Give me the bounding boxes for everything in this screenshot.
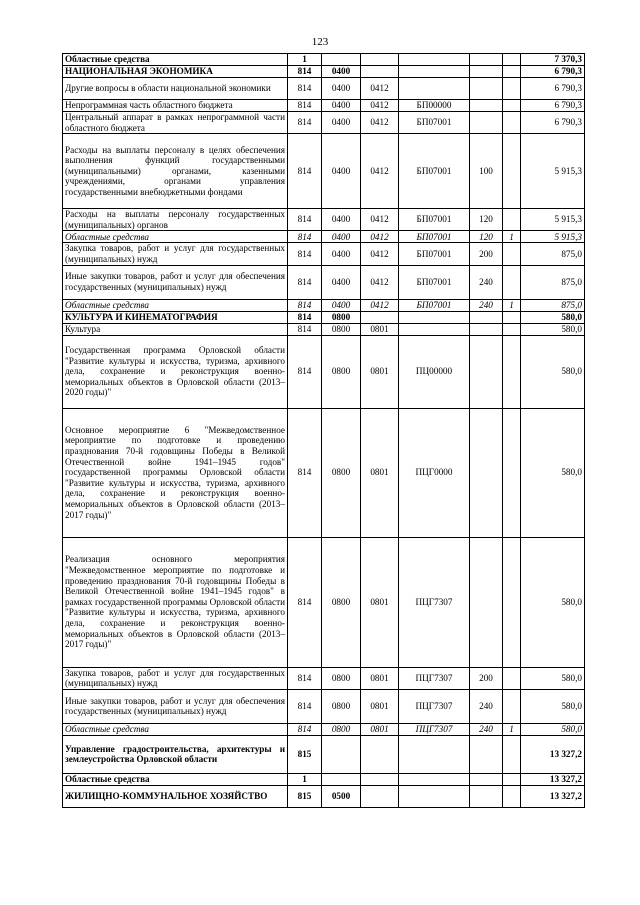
- row-amount: 5 915,3: [521, 209, 585, 231]
- row-amount: 580,0: [521, 323, 585, 335]
- row-target-item: БП07001: [399, 243, 470, 265]
- row-code: 814: [288, 265, 322, 299]
- row-expense-type: [470, 112, 503, 134]
- row-section: 0800: [322, 311, 361, 323]
- row-section: 0400: [322, 100, 361, 112]
- row-target-item: БП07001: [399, 231, 470, 243]
- row-section: 0800: [322, 323, 361, 335]
- row-target-item: [399, 773, 470, 785]
- row-name: НАЦИОНАЛЬНАЯ ЭКОНОМИКА: [63, 66, 288, 78]
- table-row: [63, 723, 585, 735]
- row-expense-type: [470, 311, 503, 323]
- row-subsection: [361, 66, 399, 78]
- row-source: [503, 134, 521, 209]
- row-expense-type: [470, 408, 503, 537]
- table-row: [63, 243, 585, 265]
- table-row: [63, 323, 585, 335]
- row-expense-type: 120: [470, 209, 503, 231]
- row-expense-type: [470, 78, 503, 100]
- row-amount: 5 915,3: [521, 231, 585, 243]
- row-target-item: БП07001: [399, 134, 470, 209]
- table-row: [63, 134, 585, 209]
- row-source: 1: [503, 723, 521, 735]
- row-name: Областные средства: [63, 231, 288, 243]
- row-target-item: БП07001: [399, 209, 470, 231]
- row-section: 0400: [322, 78, 361, 100]
- row-name: КУЛЬТУРА И КИНЕМАТОГРАФИЯ: [63, 311, 288, 323]
- row-subsection: 0412: [361, 112, 399, 134]
- row-subsection: [361, 311, 399, 323]
- table-body: [63, 54, 585, 808]
- row-source: [503, 408, 521, 537]
- row-expense-type: [470, 323, 503, 335]
- row-section: 0800: [322, 537, 361, 667]
- table-row: [63, 537, 585, 667]
- row-subsection: 0801: [361, 408, 399, 537]
- row-expense-type: [470, 773, 503, 785]
- row-name: Культура: [63, 323, 288, 335]
- row-amount: 580,0: [521, 311, 585, 323]
- row-expense-type: [470, 537, 503, 667]
- row-section: 0800: [322, 335, 361, 408]
- row-source: [503, 335, 521, 408]
- row-expense-type: 200: [470, 667, 503, 689]
- row-code: 814: [288, 537, 322, 667]
- row-subsection: [361, 773, 399, 785]
- row-subsection: 0412: [361, 209, 399, 231]
- row-code: 1: [288, 54, 322, 66]
- row-amount: 580,0: [521, 408, 585, 537]
- row-source: [503, 689, 521, 723]
- row-name: Другие вопросы в области национальной экономики: [63, 78, 288, 100]
- table-row: [63, 54, 585, 66]
- row-code: 814: [288, 667, 322, 689]
- table-row: [63, 100, 585, 112]
- row-subsection: 0412: [361, 265, 399, 299]
- row-amount: 580,0: [521, 689, 585, 723]
- row-code: 814: [288, 112, 322, 134]
- table-row: [63, 66, 585, 78]
- row-amount: 6 790,3: [521, 100, 585, 112]
- row-name: Центральный аппарат в рамках непрограммной части областного бюджета: [63, 112, 288, 134]
- row-section: 0400: [322, 243, 361, 265]
- row-subsection: 0412: [361, 100, 399, 112]
- row-code: 814: [288, 231, 322, 243]
- row-section: 0400: [322, 134, 361, 209]
- row-name: Областные средства: [63, 773, 288, 785]
- row-section: 0800: [322, 723, 361, 735]
- row-section: 0800: [322, 689, 361, 723]
- row-section: [322, 54, 361, 66]
- table-row: [63, 112, 585, 134]
- row-code: 814: [288, 408, 322, 537]
- row-name: Непрограммная часть областного бюджета: [63, 100, 288, 112]
- row-amount: 13 327,2: [521, 785, 585, 807]
- row-target-item: БП07001: [399, 299, 470, 311]
- row-target-item: [399, 54, 470, 66]
- row-target-item: ПЦ00000: [399, 335, 470, 408]
- row-code: 814: [288, 299, 322, 311]
- row-subsection: 0412: [361, 243, 399, 265]
- row-source: 1: [503, 299, 521, 311]
- row-amount: 580,0: [521, 335, 585, 408]
- row-code: 814: [288, 134, 322, 209]
- row-subsection: [361, 54, 399, 66]
- row-amount: 875,0: [521, 265, 585, 299]
- table-row: [63, 231, 585, 243]
- row-target-item: ПЦГ7307: [399, 689, 470, 723]
- row-amount: 875,0: [521, 299, 585, 311]
- row-amount: 13 327,2: [521, 773, 585, 785]
- row-name: Иные закупки товаров, работ и услуг для обеспечения государственных (муниципальных) нужд: [63, 689, 288, 723]
- row-name: Основное мероприятие 6 "Межведомственное мероприятие по подготовке и проведению празднования 70-й годовщины Победы в Великой Отечественной войне 1941–1945 годов" государственной программы Орловской области "Развитие культуры и искусства, туризма, архивного дела, сохранение и реконструкция военно-мемориальных объектов в Орловской области (2013–2017 годы)": [63, 408, 288, 537]
- row-subsection: 0412: [361, 231, 399, 243]
- row-section: 0400: [322, 265, 361, 299]
- row-target-item: [399, 311, 470, 323]
- row-amount: 5 915,3: [521, 134, 585, 209]
- row-expense-type: 240: [470, 723, 503, 735]
- row-target-item: [399, 785, 470, 807]
- table-row: [63, 335, 585, 408]
- row-expense-type: [470, 335, 503, 408]
- row-subsection: 0801: [361, 723, 399, 735]
- row-subsection: 0412: [361, 134, 399, 209]
- row-code: 814: [288, 311, 322, 323]
- row-subsection: 0801: [361, 667, 399, 689]
- row-amount: 580,0: [521, 537, 585, 667]
- row-section: 0800: [322, 408, 361, 537]
- row-amount: 7 370,3: [521, 54, 585, 66]
- row-section: 0400: [322, 231, 361, 243]
- row-source: [503, 785, 521, 807]
- row-amount: 6 790,3: [521, 112, 585, 134]
- row-source: [503, 311, 521, 323]
- table-row: [63, 689, 585, 723]
- row-expense-type: 240: [470, 299, 503, 311]
- row-code: 814: [288, 209, 322, 231]
- row-amount: 6 790,3: [521, 66, 585, 78]
- row-subsection: 0801: [361, 323, 399, 335]
- row-name: Закупка товаров, работ и услуг для государственных (муниципальных) нужд: [63, 667, 288, 689]
- row-expense-type: 240: [470, 689, 503, 723]
- row-section: 0800: [322, 667, 361, 689]
- row-target-item: БП00000: [399, 100, 470, 112]
- row-source: [503, 243, 521, 265]
- row-expense-type: 100: [470, 134, 503, 209]
- table-row: [63, 735, 585, 773]
- row-code: 814: [288, 323, 322, 335]
- row-target-item: ПЦГ7307: [399, 667, 470, 689]
- row-code: 814: [288, 689, 322, 723]
- row-subsection: [361, 785, 399, 807]
- row-target-item: [399, 66, 470, 78]
- table-row: [63, 773, 585, 785]
- row-name: Закупка товаров, работ и услуг для государственных (муниципальных) нужд: [63, 243, 288, 265]
- table-row: [63, 209, 585, 231]
- row-expense-type: [470, 66, 503, 78]
- row-source: [503, 78, 521, 100]
- page-number: 123: [311, 36, 329, 48]
- row-target-item: БП07001: [399, 265, 470, 299]
- row-code: 815: [288, 785, 322, 807]
- row-target-item: ПЦГ7307: [399, 537, 470, 667]
- table-row: [63, 408, 585, 537]
- row-name: ЖИЛИЩНО-КОММУНАЛЬНОЕ ХОЗЯЙСТВО: [63, 785, 288, 807]
- row-section: [322, 773, 361, 785]
- row-source: [503, 667, 521, 689]
- budget-table: [62, 53, 585, 808]
- row-source: [503, 66, 521, 78]
- row-name: Областные средства: [63, 54, 288, 66]
- row-section: 0400: [322, 66, 361, 78]
- row-section: 0500: [322, 785, 361, 807]
- row-amount: 13 327,2: [521, 735, 585, 773]
- row-expense-type: 200: [470, 243, 503, 265]
- row-expense-type: 240: [470, 265, 503, 299]
- row-target-item: [399, 323, 470, 335]
- row-name: Иные закупки товаров, работ и услуг для обеспечения государственных (муниципальных) нужд: [63, 265, 288, 299]
- row-source: [503, 54, 521, 66]
- row-amount: 580,0: [521, 723, 585, 735]
- row-amount: 580,0: [521, 667, 585, 689]
- row-code: 1: [288, 773, 322, 785]
- table-row: [63, 667, 585, 689]
- row-expense-type: 120: [470, 231, 503, 243]
- row-source: [503, 265, 521, 299]
- table-row: [63, 785, 585, 807]
- row-section: 0400: [322, 299, 361, 311]
- row-subsection: 0412: [361, 299, 399, 311]
- row-source: [503, 323, 521, 335]
- table-row: [63, 265, 585, 299]
- row-amount: 875,0: [521, 243, 585, 265]
- row-code: 814: [288, 723, 322, 735]
- row-name: Расходы на выплаты персоналу в целях обеспечения выполнения функций государственными (муниципальными) органами, казенными учреждениями, органами управления государственными внебюджетными фондами: [63, 134, 288, 209]
- row-target-item: ПЦГ0000: [399, 408, 470, 537]
- row-name: Областные средства: [63, 299, 288, 311]
- row-target-item: [399, 78, 470, 100]
- row-code: 815: [288, 735, 322, 773]
- row-name: Реализация основного мероприятия "Межведомственное мероприятие по подготовке и проведению празднования 70-й годовщины Победы в Великой Отечественной войне 1941–1945 годов" в рамках государственной программы Орловской области "Развитие культуры и искусства, туризма, архивного дела, сохранение и реконструкция военно-мемориальных объектов в Орловской области (2013–2017 годы)": [63, 537, 288, 667]
- row-source: [503, 735, 521, 773]
- row-source: 1: [503, 231, 521, 243]
- row-target-item: [399, 735, 470, 773]
- row-expense-type: [470, 785, 503, 807]
- row-section: [322, 735, 361, 773]
- row-subsection: 0412: [361, 78, 399, 100]
- row-code: 814: [288, 100, 322, 112]
- row-source: [503, 537, 521, 667]
- row-name: Расходы на выплаты персоналу государственных (муниципальных) органов: [63, 209, 288, 231]
- row-name: Областные средства: [63, 723, 288, 735]
- row-target-item: ПЦГ7307: [399, 723, 470, 735]
- row-code: 814: [288, 78, 322, 100]
- row-section: 0400: [322, 209, 361, 231]
- row-name: Государственная программа Орловской области "Развитие культуры и искусства, туризма, архивного дела, сохранение и реконструкция военно-мемориальных объектов в Орловской области (2013–2020 годы)": [63, 335, 288, 408]
- row-amount: 6 790,3: [521, 78, 585, 100]
- row-source: [503, 112, 521, 134]
- row-subsection: [361, 735, 399, 773]
- row-code: 814: [288, 66, 322, 78]
- row-expense-type: [470, 54, 503, 66]
- row-section: 0400: [322, 112, 361, 134]
- row-subsection: 0801: [361, 537, 399, 667]
- table-row: [63, 299, 585, 311]
- row-code: 814: [288, 243, 322, 265]
- row-subsection: 0801: [361, 689, 399, 723]
- table-row: [63, 78, 585, 100]
- row-target-item: БП07001: [399, 112, 470, 134]
- row-source: [503, 209, 521, 231]
- row-expense-type: [470, 100, 503, 112]
- table-row: [63, 311, 585, 323]
- row-source: [503, 100, 521, 112]
- row-name: Управление градостроительства, архитектуры и землеустройства Орловской области: [63, 735, 288, 773]
- row-expense-type: [470, 735, 503, 773]
- row-code: 814: [288, 335, 322, 408]
- row-source: [503, 773, 521, 785]
- row-subsection: 0801: [361, 335, 399, 408]
